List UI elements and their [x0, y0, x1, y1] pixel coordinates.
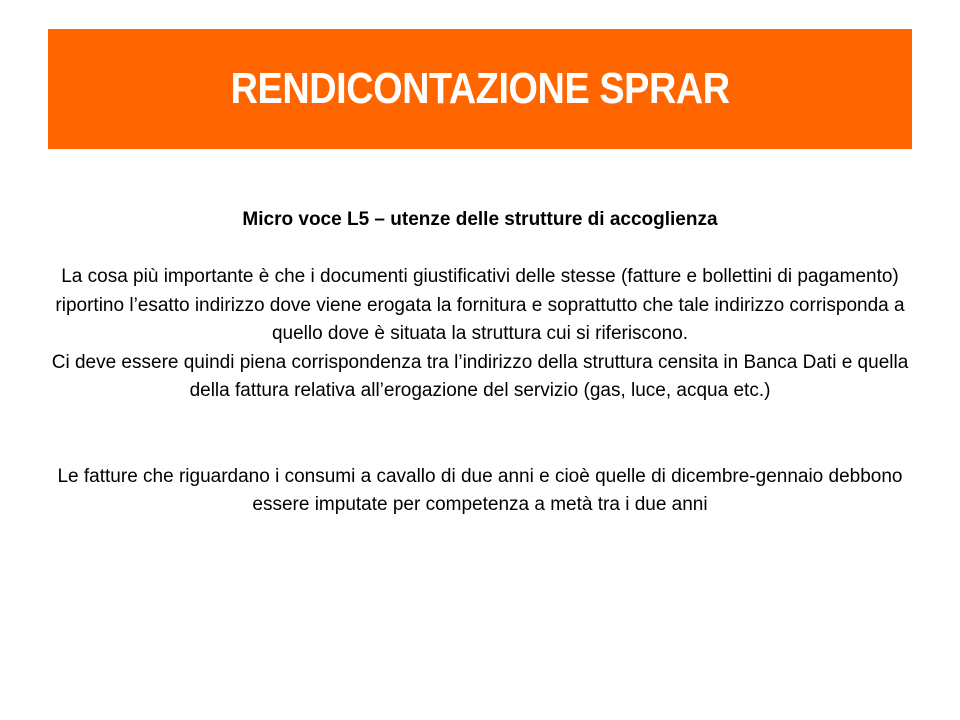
slide-body	[48, 206, 912, 520]
paragraph-addresses: La cosa più importante è che i documenti giustificativi delle stesse (fatture e bollettini di pagamento) riportino l’esatto indirizzo dove viene erogata la fornitura e soprattutto che tale indirizzo corrisponda a quello dove è situata la struttura cui si riferiscono.	[55, 266, 905, 344]
section-heading: Micro voce L5 – utenze delle strutture di accoglienza	[242, 209, 718, 230]
paragraph-invoices: Le fatture che riguardano i consumi a cavallo di due anni e cioè quelle di dicembre-gennaio debbono essere imputate per competenza a metà tra i due anni	[57, 465, 903, 515]
slide-title: RENDICONTAZIONE SPRAR	[230, 64, 730, 113]
spacer	[48, 235, 912, 264]
title-banner	[48, 29, 912, 149]
spacer	[48, 406, 912, 463]
paragraph-correspondence: Ci deve essere quindi piena corrispondenza tra l’indirizzo della struttura censita in Banca Dati e quella della fattura relativa all’erogazione del servizio (gas, luce, acqua etc.)	[51, 351, 909, 401]
